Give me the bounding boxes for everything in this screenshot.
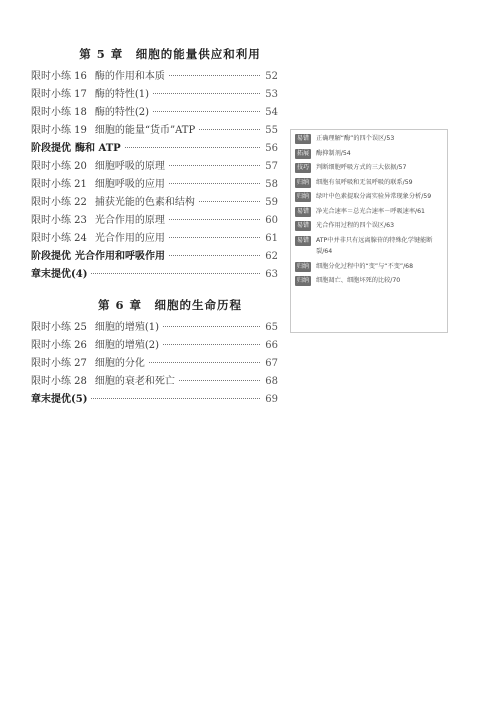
tips-sidebar [290, 129, 448, 333]
page-number: 55 [265, 125, 278, 136]
tip-category-badge: 易错 [297, 135, 310, 142]
tip-note [295, 261, 443, 273]
toc-entry-title: 酶的作用和本质 [94, 71, 165, 82]
tip-note [295, 177, 443, 189]
tip-category-badge: 技巧 [297, 164, 310, 171]
toc-entry[interactable] [31, 373, 278, 391]
tip-note [295, 206, 443, 218]
chapter-5-title: 第 5 章 细胞的能量供应和利用 [79, 47, 261, 61]
tip-category-badge: 归纳 [297, 277, 310, 284]
dot-leader [163, 344, 260, 345]
tip-note [295, 191, 443, 203]
page-number: 66 [265, 340, 278, 351]
toc-entry-label: 限时小练 20 [31, 161, 87, 172]
tip-text: 正确理解“酶”的四个误区/53 [316, 135, 395, 142]
toc-entry-title: 细胞的分化 [94, 358, 145, 369]
tip-category-badge: 易错 [297, 222, 310, 229]
toc-entry-title: 细胞的衰老和死亡 [94, 376, 175, 387]
page-number: 68 [265, 376, 278, 387]
tip-text: 细胞凋亡、细胞坏死的比较/70 [316, 277, 401, 284]
tip-note [295, 275, 443, 287]
toc-entry-label: 限时小练 21 [31, 179, 87, 190]
tip-category-badge: 归纳 [297, 178, 310, 186]
toc-entry-title: 细胞的增殖(2) [94, 340, 160, 351]
tip-category-badge: 易错 [297, 236, 310, 244]
toc-entry-label: 章末提优(4) [31, 269, 88, 280]
toc-entry[interactable] [31, 319, 278, 337]
dot-leader [169, 183, 260, 184]
toc-entry[interactable] [31, 230, 278, 248]
tip-category-badge: 归纳 [297, 262, 310, 270]
tip-text: 判断细胞呼吸方式的三大依据/57 [316, 164, 407, 171]
toc-entry-label: 限时小练 22 [31, 197, 87, 208]
toc-entry-label: 限时小练 17 [31, 89, 87, 100]
tip-text: 光合作用过程的四个误区/63 [316, 222, 395, 229]
dot-leader [169, 219, 260, 220]
dot-leader [199, 201, 260, 202]
dot-leader [153, 93, 260, 94]
page-number: 63 [265, 269, 278, 280]
toc-entry-title: 酶和 ATP [75, 143, 121, 154]
dot-leader [169, 255, 260, 256]
page-number: 69 [265, 394, 278, 405]
toc-entry-label: 限时小练 18 [31, 107, 87, 118]
tip-category-badge: 拓展 [297, 149, 310, 157]
toc-entry[interactable] [31, 391, 278, 409]
page-number: 52 [265, 71, 278, 82]
toc-entry-title: 光合作用的原理 [94, 215, 165, 226]
toc-entry[interactable] [31, 355, 278, 373]
toc-entry-label: 限时小练 24 [31, 233, 87, 244]
toc-entry-title: 细胞的能量“货币”ATP [94, 125, 196, 136]
tip-category-badge: 归纳 [297, 193, 310, 200]
toc-entry-label: 限时小练 23 [31, 215, 87, 226]
tip-note [295, 235, 443, 258]
tip-note [295, 162, 443, 174]
toc-entry-label: 限时小练 19 [31, 125, 87, 136]
toc-entry[interactable] [31, 337, 278, 355]
toc-entry-title: 酶的特性(2) [94, 107, 150, 118]
tip-text: 细胞分化过程中的“变”与“不变”/68 [316, 262, 414, 270]
dot-leader [149, 362, 260, 363]
dot-leader [169, 237, 260, 238]
tip-text: 细胞有氧呼吸和无氧呼吸的联系/59 [316, 178, 413, 186]
chapter-6-title: 第 6 章 细胞的生命历程 [97, 298, 242, 312]
toc-entry[interactable] [31, 266, 278, 284]
toc-entry-title: 捕获光能的色素和结构 [94, 197, 195, 208]
page-number: 56 [265, 143, 278, 154]
tip-text: 净光合速率＝总光合速率－呼吸速率/61 [316, 207, 425, 215]
toc-entry[interactable] [31, 158, 278, 176]
toc-entry-title: 细胞呼吸的原理 [94, 161, 165, 172]
page-number: 62 [265, 251, 278, 262]
dot-leader [91, 273, 260, 274]
page-number: 53 [265, 89, 278, 100]
tip-text: 绿叶中色素提取分离实验异常现象分析/59 [316, 193, 432, 200]
tip-note [295, 220, 443, 232]
toc-entry[interactable] [31, 68, 278, 86]
toc-entry[interactable] [31, 176, 278, 194]
tip-category-badge: 易错 [297, 207, 310, 215]
page-number: 57 [265, 161, 278, 172]
page-number: 65 [265, 322, 278, 333]
page-number: 67 [265, 358, 278, 369]
toc-entry[interactable] [31, 194, 278, 212]
chapter-5-toc [31, 68, 278, 284]
tip-text: 酶抑制剂/54 [316, 149, 351, 157]
toc-entry-title: 细胞的增殖(1) [94, 322, 160, 333]
toc-entry-label: 限时小练 26 [31, 340, 87, 351]
dot-leader [179, 380, 260, 381]
page-number: 54 [265, 107, 278, 118]
toc-entry-label: 限时小练 16 [31, 71, 87, 82]
chapter-6-toc [31, 319, 278, 409]
dot-leader [153, 111, 260, 112]
page-number: 59 [265, 197, 278, 208]
dot-leader [163, 326, 260, 327]
toc-entry-label: 阶段提优 [31, 251, 71, 262]
page-number: 60 [265, 215, 278, 226]
toc-entry[interactable] [31, 212, 278, 230]
page-number: 58 [265, 179, 278, 190]
toc-entry-title: 酶的特性(1) [94, 89, 150, 100]
toc-entry-title: 细胞呼吸的应用 [94, 179, 165, 190]
toc-entry[interactable] [31, 122, 278, 140]
toc-entry-label: 限时小练 25 [31, 322, 87, 333]
toc-entry-label: 限时小练 28 [31, 376, 87, 387]
tip-note [295, 133, 443, 145]
dot-leader [91, 398, 260, 399]
dot-leader [169, 165, 260, 166]
toc-entry-label: 阶段提优 [31, 143, 71, 154]
dot-leader [125, 147, 260, 148]
toc-entry[interactable] [31, 140, 278, 158]
toc-entry[interactable] [31, 86, 278, 104]
tip-text: ATP中并非只有远离腺苷的特殊化学键能断裂/64 [316, 236, 433, 255]
toc-entry-title: 光合作用的应用 [94, 233, 165, 244]
tip-note [295, 148, 443, 160]
page-number: 61 [265, 233, 278, 244]
toc-entry-label: 限时小练 27 [31, 358, 87, 369]
toc-entry-title: 光合作用和呼吸作用 [75, 251, 165, 262]
dot-leader [169, 75, 260, 76]
dot-leader [199, 129, 260, 130]
toc-entry[interactable] [31, 104, 278, 122]
toc-entry-label: 章末提优(5) [31, 394, 88, 405]
toc-entry[interactable] [31, 248, 278, 266]
